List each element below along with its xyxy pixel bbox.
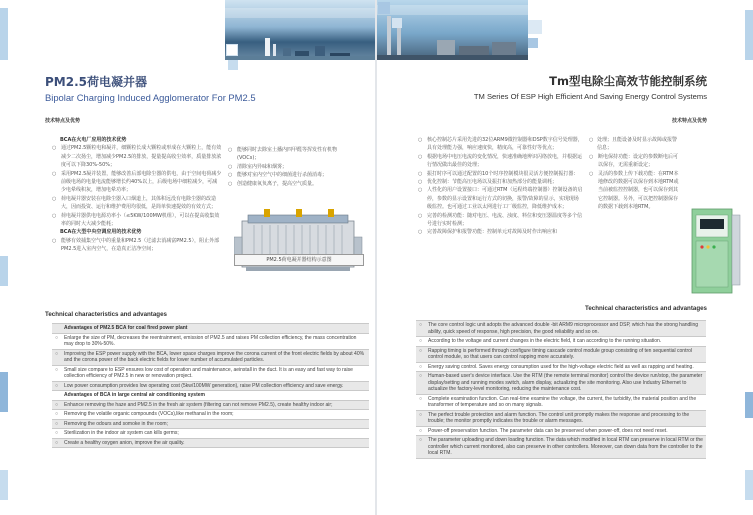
left-cn-column-2: [228, 146, 358, 188]
edge-block-bottom: [0, 470, 8, 500]
list-item: ○ 处理；且能设备及时显示故障或报警信息；: [589, 136, 681, 153]
deco-square: [378, 2, 390, 14]
table-row: ○ The core control logic unit adopts the advanced double -bit ARM9 microprocessor and DSP, which has the strong handling ability, quick speed of response, high precision, the good reliability and so on.: [416, 320, 706, 336]
list-item: ○ 能够同时去除室土播内四甲醛等挥发性有机物(VOCs)；: [228, 146, 358, 163]
left-title-en: Bipolar Charging Induced Agglomerator For PM2.5: [45, 92, 256, 103]
list-item: ○ 清除室内异味和烟雾；: [228, 163, 358, 171]
left-heading-air-conditioning: BCA在大型中央空调应用的技术优势: [60, 229, 142, 236]
left-title-cn: PM2.5荷电凝并器: [45, 75, 147, 89]
edge-block-low: [0, 372, 8, 412]
list-item: ○ 能够对室内空气中的细菌进行杀菌消毒；: [228, 171, 358, 179]
city-skyline-photo: [225, 0, 375, 60]
list-item: ○ 完善的检测功能：随对电压、电流、浊度、料位和变压器温度等多个信号进行实时检测；: [418, 212, 583, 229]
table-row: ○ Small size compare to ESP ensures low cost of operation and maintenance, aeinstall in the duct. It is an easy and fast way to raise collection efficiency of PM2.5 in new or renovation project.: [52, 365, 369, 381]
list-item: ○ 完善故障保护和报警功能：控制单元对故障及时作出响应和: [418, 228, 583, 236]
table-row: ○ Removing the volatile organic compounds (VOCs),like methanal in the room;: [52, 409, 369, 419]
list-item: ○ 根据电场中电压电流的变化情况，快速准确地辨识闪络放电，并根据运行情况做出最佳的处理；: [418, 153, 583, 170]
list-item: ○ 人性化的用户设置接口：可通过RTM（远程终端控制器）控制设备的启停，参数的显示设置和运行方式的切换，报警/故障的显示，实现现场级监控。也可通过工业以太网进行工厂级监控，降低维护成本；: [418, 186, 583, 211]
table-row: ○ The perfect trouble protection and alarm function. The control unit promptly makes the response and processing to the trouble; the monitor promptly indicates the trouble or alarm messages.: [416, 410, 706, 426]
right-edge-block-top: [745, 10, 753, 60]
list-item: ○ 荷电凝并器安装在电除尘器入口烟道上，其体积远没有电除尘器的改造大，因而投资、运行和维护费用均很低，是简单快速提效的有效方式；: [52, 195, 222, 212]
table-row: ○ Sterilization in the indoor air system can kills germs;: [52, 428, 369, 438]
deco-square: [528, 20, 542, 34]
right-cn-column-2: [589, 136, 681, 212]
left-cn-column-1: [52, 136, 222, 254]
table-row: ○ Human-based user's device interface. Use the RTM (the remote terminal monitor) control the device run/stop, the parameter display/setting and running modes switch, alarm display, actualizing the site monitoring. Also use Industry Ethernet to actualize the factory-level monitoring, reducing the maintenance cost.: [416, 371, 706, 394]
list-item: ○ 能够有效捕集空气中的重量和PM2.5（过滤去消减富PM2.5），阻止外部PM2.5进入室内空气，在造真正洁净空间；: [52, 237, 222, 254]
list-item: ○ 灵活的参数上传下载功能：在RTM本地修改的数据可以保存到本地RTM或当前被监控控制器，也可以保存到其它控制器。另外，可以把控制器保存的数据下载到本地RTM。: [589, 170, 681, 212]
power-plant-photo: [377, 0, 528, 60]
right-tech-title: Technical characteristics and advantages: [585, 305, 707, 312]
table-row: ○ Create a healthy oxygen anion, improve the air quality.: [52, 438, 369, 448]
list-item: ○ 断电保持功能：设定的参数断电后可以保存，无需重新设定；: [589, 153, 681, 170]
right-section-label: 技术特点及优势: [671, 118, 707, 124]
deco-square: [528, 38, 538, 48]
right-cn-column-1: [418, 136, 583, 237]
table-row: ○ Power-off preservation function. The parameter data can be preserved when power-off, does not need reset.: [416, 426, 706, 436]
left-advantages-table: [52, 323, 369, 448]
figure-caption: PM2.5荷电凝并器结构示意图: [234, 254, 364, 266]
deco-square: [226, 44, 238, 56]
right-advantages-table: [416, 320, 706, 459]
table-row: ○ Enhance removing the haze and PM2.5 in the fresh air system (filtering can not remove PM2.5), create healthy indoor air;: [52, 400, 369, 410]
edge-block-top: [0, 8, 8, 60]
list-item: ○ 核心控制芯片采用先进的32位ARM9微控制器和DSP数字信号处理器，具有处理能力强，响应速度快，精度高，可靠性好等优点；: [418, 136, 583, 153]
list-item: ○ 荷电凝并器供电电源功率小（≤5KW/100MW机组），可以在提高收集效率的同时大大减少能耗；: [52, 212, 222, 229]
table-row: ○ The parameter uploading and down loading function. The data which modified in local RTM can preserve in local RTM or the controller which current monitored, also can preserve in other controllers. Moreover, can down data from the controller to the local RTM.: [416, 435, 706, 458]
right-title-cn: Tm型电除尘高效节能控制系统: [549, 74, 707, 88]
table-row: Advantages of PM2.5 BCA for coal fired power plant: [52, 323, 369, 333]
table-row: ○ Energy saving control. Saves energy consumption used for the high-voltage electric field as well as rapping and heating.: [416, 362, 706, 372]
table-row: ○ According to the voltage and current changes in the electric field, it can according to the running situation.: [416, 336, 706, 346]
edge-block-mid: [0, 256, 8, 286]
list-item: ○ 采用PM2.5凝并装置，能够改善后部电除尘器的供电，由于空间电荷减少前级电场的电量电流能够增长约40%以上，后级电场中细粒减少，可减少电晕线积灰，增加电晕功率；: [52, 170, 222, 195]
left-heading-power-plant: BCA在火电厂应用的技术优势: [60, 137, 127, 143]
control-cabinet-image: [686, 205, 742, 297]
deco-square: [392, 18, 402, 28]
right-title-en: TM Series Of ESP High Efficient And Saving Energy Control Systems: [473, 92, 707, 101]
right-edge-block-mid: [745, 392, 753, 418]
agglomerator-figure: [228, 186, 374, 268]
list-item: ○ 创造健康氧负离子，提高空气质量。: [228, 180, 358, 188]
right-edge-block-low: [745, 470, 753, 500]
list-item: ○ 优化控制：节能高压电场以及振打和加热部分的能量调耗；: [418, 178, 583, 186]
left-section-label: 技术特点及优势: [45, 118, 81, 124]
table-row: Advantages of BCA in large central air conditioning system: [52, 390, 369, 400]
agglomerator-structure-diagram: [234, 192, 364, 292]
list-item: ○ 振打时序可以通过配置的10个时序控制模块很灵活方便控制振打器：: [418, 170, 583, 178]
page-fold: [375, 0, 377, 515]
table-row: ○ Rapping timing is performed through configure timing cascade control module group consisting of ten sequential control control module, so that users can control rapping more accurately.: [416, 346, 706, 362]
table-row: ○ Removing the odours and somoke in the room;: [52, 419, 369, 429]
table-row: ○ Complete examination function. Can real-time examine the voltage, the current, the turbidity, the material position and the transformer of temperature and so on many signals.: [416, 394, 706, 410]
table-row: ○ Improving the ESP power supply with the BCA, lower space charges improve the corona current of the front electric fields by about 40% and the corona power of the back electric fields for lower number of accumulated particles.: [52, 349, 369, 365]
deco-square: [228, 60, 238, 70]
table-row: ○ Enlarge the size of PM, decreases the reentrainment, emission of PM2.5 and raises PM collection efficiency, the mass concentration may drop to 30%-50%.: [52, 333, 369, 349]
table-row: ○ Low power consumption provides low operating cost (5kw/100MW generation), raise PM collection efficiency and save energy.: [52, 381, 369, 391]
left-tech-title: Technical characteristics and advantages: [45, 311, 167, 318]
list-item: ○ 通过PM2.5颗粒电和凝并，细颗粒长成大颗粒或形成在大颗粒上，能有效减少二次扬尘，增加减少PM2.5的排放，提量提高收尘效率，质量排放浓度可以下降30%-50%；: [52, 144, 222, 169]
